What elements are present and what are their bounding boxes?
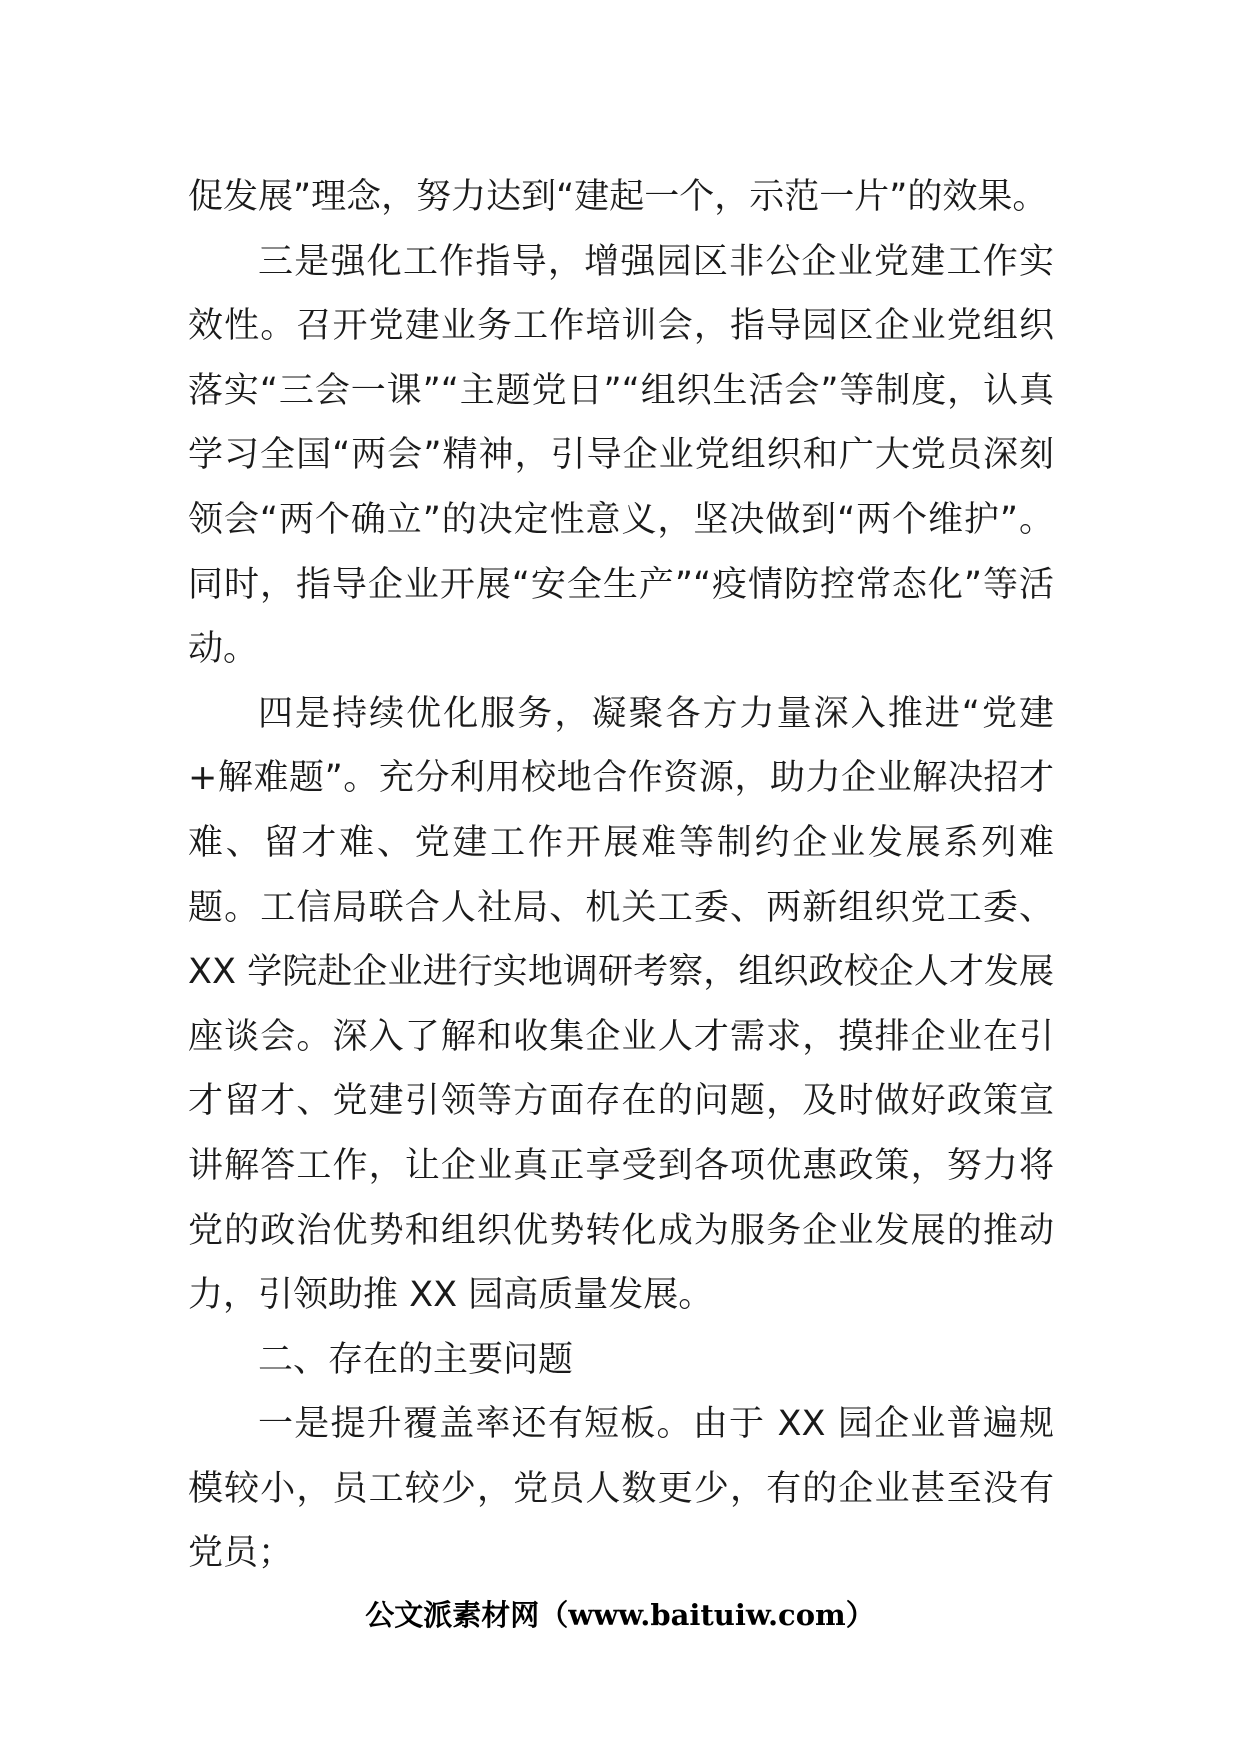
paragraph-item-three: 三是强化工作指导，增强园区非公企业党建工作实效性。召开党建业务工作培训会，指导园区企业党组织落实“三会一课”“主题党日”“组织生活会”等制度，认真学习全国“两会”精神，引导企业党组织和广大党员深刻领会“两个确立”的决定性意义，坚决做到“两个维护”。同时，指导企业开展“安全生产”“疫情防控常态化”等活动。 <box>188 241 1054 670</box>
section-heading-main-problems: 二、存在的主要问题 <box>258 1339 574 1380</box>
paragraph-problem-one: 一是提升覆盖率还有短板。由于 XX 园企业普遍规模较小，员工较少，党员人数更少，有的企业甚至没有党员； <box>188 1404 1054 1574</box>
document-body <box>188 165 1054 1586</box>
paragraph-continuation: 促发展”理念，努力达到“建起一个，示范一片”的效果。 <box>188 177 1048 217</box>
paragraph-item-four: 四是持续优化服务，凝聚各方力量深入推进“党建+解难题”。充分利用校地合作资源，助力企业解决招才难、留才难、党建工作开展难等制约企业发展系列难题。工信局联合人社局、机关工委、两新组织党工委、XX 学院赴企业进行实地调研考察，组织政校企人才发展座谈会。深入了解和收集企业人才需求，摸排企业在引才留才、党建引领等方面存在的问题，及时做好政策宣讲解答工作，让企业真正享受到各项优惠政策，努力将党的政治优势和组织优势转化成为服务企业发展的推动力，引领助推 XX 园高质量发展。 <box>188 693 1054 1316</box>
footer-watermark: 公文派素材网（www.baituiw.com） <box>365 1598 875 1632</box>
